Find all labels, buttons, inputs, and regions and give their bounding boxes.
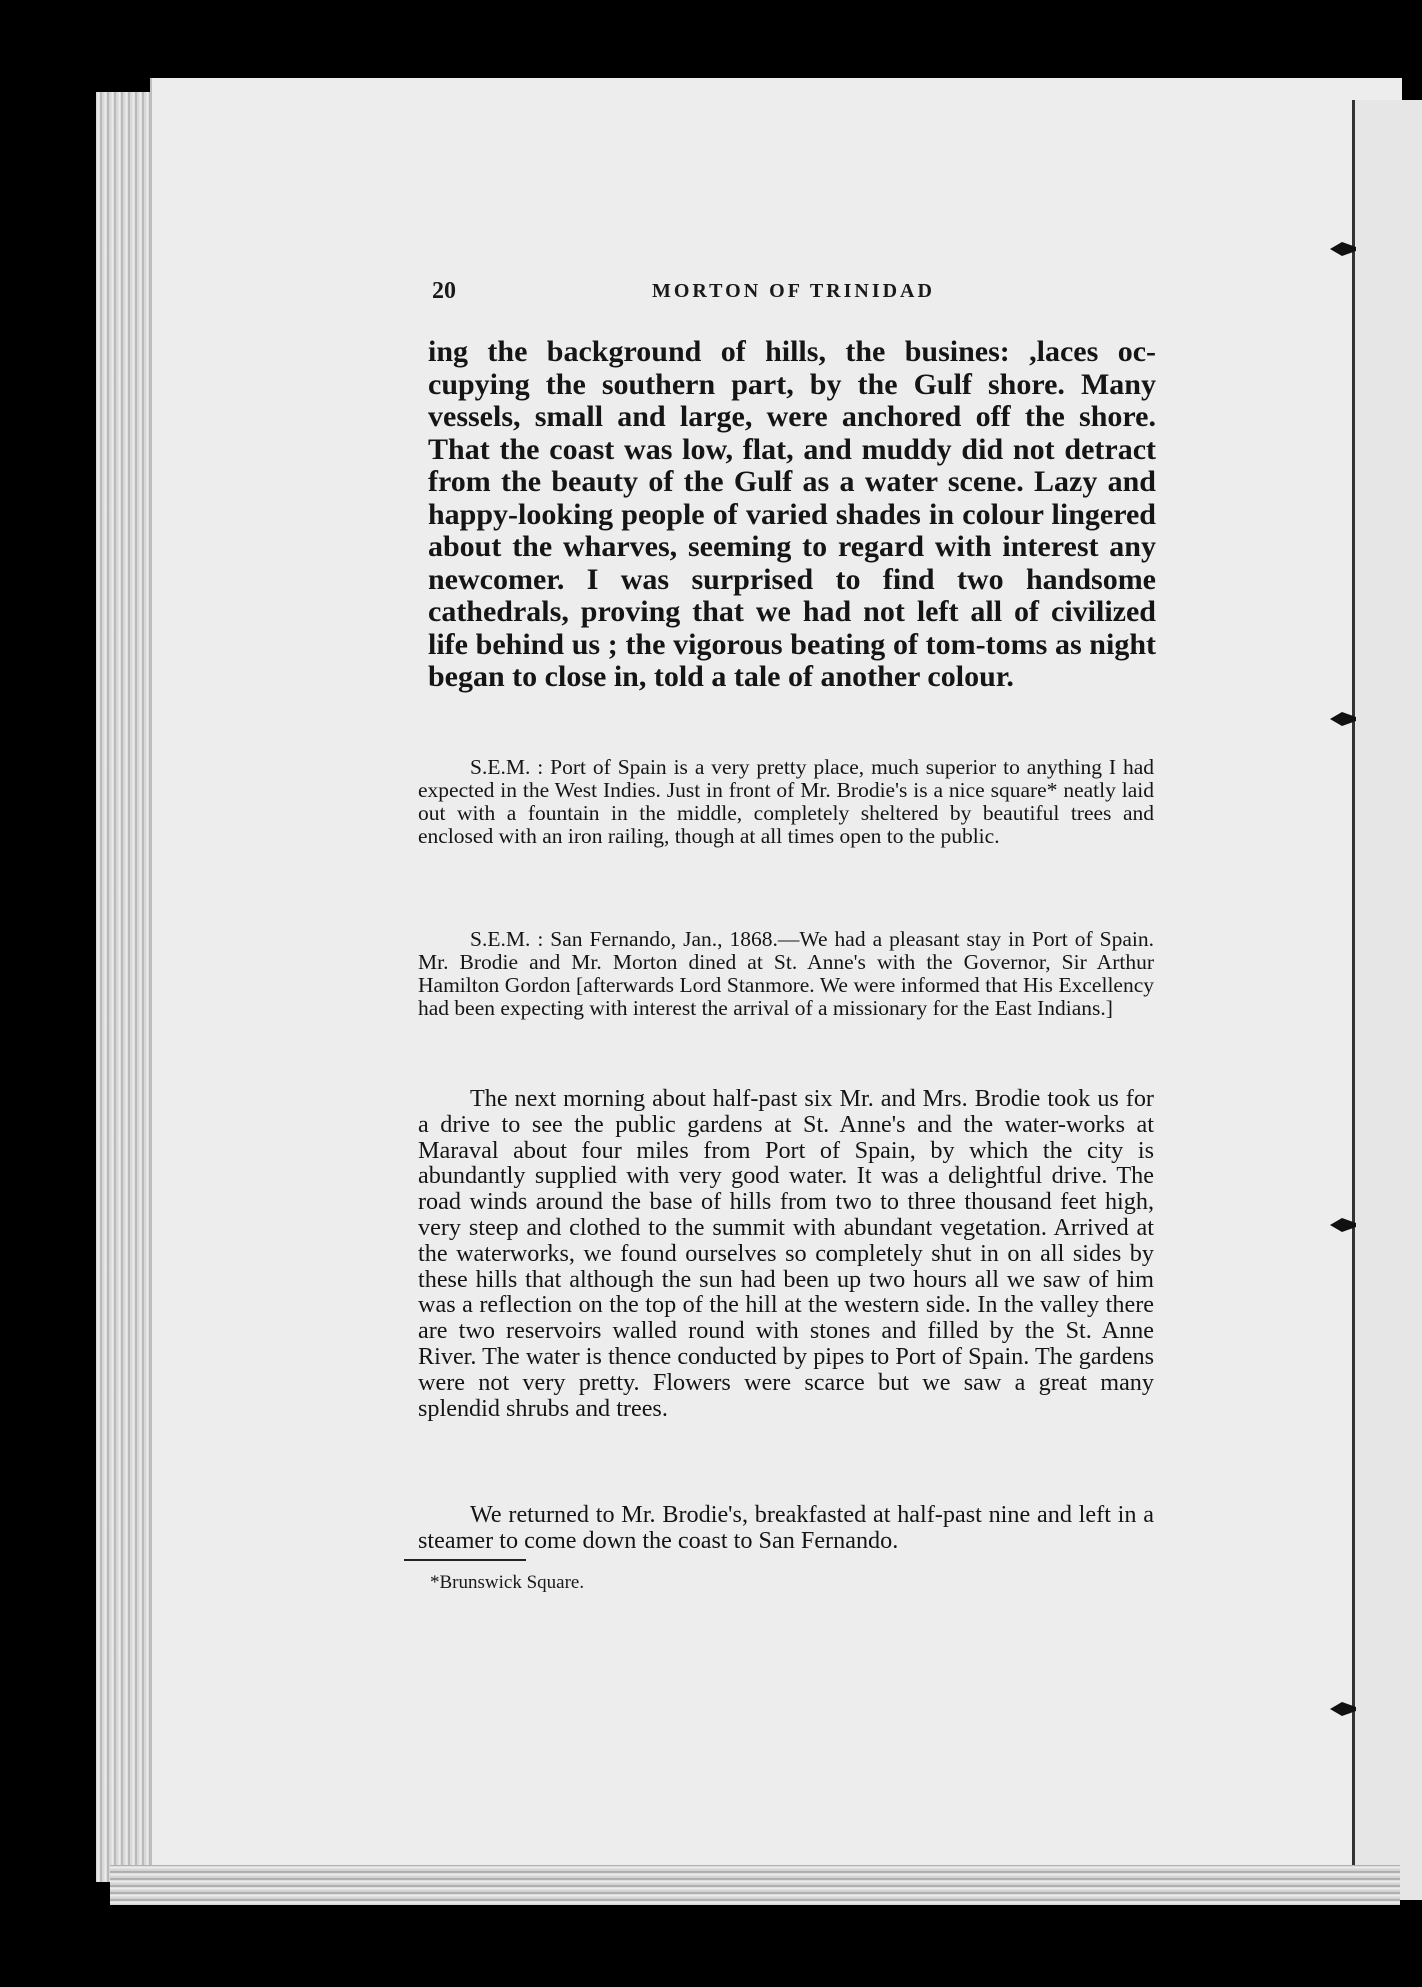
facing-page-edge [1352, 100, 1422, 1900]
quote-paragraph-return: We returned to Mr. Brodie's, breakfasted at half-past nine and left in a steamer to come down the coast to San Fernando. [418, 1501, 1154, 1554]
quote-paragraph-port-of-spain: S.E.M. : Port of Spain is a very pretty place, much superior to anything I had expected in the West Indies. Just in front of Mr. Brodie's is a nice square* neatly laid out with a fountain in the middle, completely sheltered by beautiful trees and enclosed with an iron railing, though at all times open to the public. [418, 755, 1154, 848]
stacked-page-edges [96, 92, 158, 1882]
running-head [432, 278, 1152, 314]
main-paragraph: ing the background of hills, the busines: ,laces oc- cupying the southern part, by the Gulf shore. Many vessels, small and large, were anchored off the shore. That the coast was low, flat, and muddy did not detract from the beauty of the Gulf as a water scene. Lazy and happy-looking people of varied shades in colour lingered about the wharves, seeming to regard with interest any newcomer. I was surprised to find two handsome cathedrals, proving that we had not left all of civilized life behind us ; the vigorous beating of tom-toms as night began to close in, told a tale of another colour. [428, 335, 1156, 693]
footnote-rule [404, 1559, 526, 1561]
running-title: MORTON OF TRINIDAD [652, 280, 935, 302]
page-tab-marker-icon [1330, 242, 1356, 256]
bottom-page-edges [110, 1865, 1400, 1905]
quote-paragraph-drive: The next morning about half-past six Mr. and Mrs. Brodie took us for a drive to see the public gardens at St. Anne's and the water-works at Maraval about four miles from Port of Spain, by which the city is abundantly supplied with very good water. It was a delightful drive. The road winds around the base of hills from two to three thousand feet high, very steep and clothed to the summit with abundant vegetation. Arrived at the waterworks, we found ourselves so completely shut in on all sides by these hills that although the sun had been up two hours all we saw of him was a reflection on the top of the hill at the western side. In the valley there are two reservoirs walled round with stones and filled by the St. Anne River. The water is thence conducted by pipes to Port of Spain. The gardens were not very pretty. Flowers were scarce but we saw a great many splendid shrubs and trees. [418, 1085, 1154, 1422]
page-tab-marker-icon [1330, 1218, 1356, 1232]
page-tab-marker-icon [1330, 712, 1356, 726]
page-tab-marker-icon [1330, 1702, 1356, 1716]
footnote: *Brunswick Square. [430, 1572, 585, 1593]
quote-paragraph-san-fernando: S.E.M. : San Fernando, Jan., 1868.—We had a pleasant stay in Port of Spain. Mr. Brodie and Mr. Morton dined at St. Anne's with the Governor, Sir Arthur Hamilton Gordon [afterwards Lord Stanmore. We were informed that His Excellency had been expecting with interest the arrival of a missionary for the East Indians.] [418, 927, 1154, 1020]
page-number: 20 [432, 278, 456, 304]
